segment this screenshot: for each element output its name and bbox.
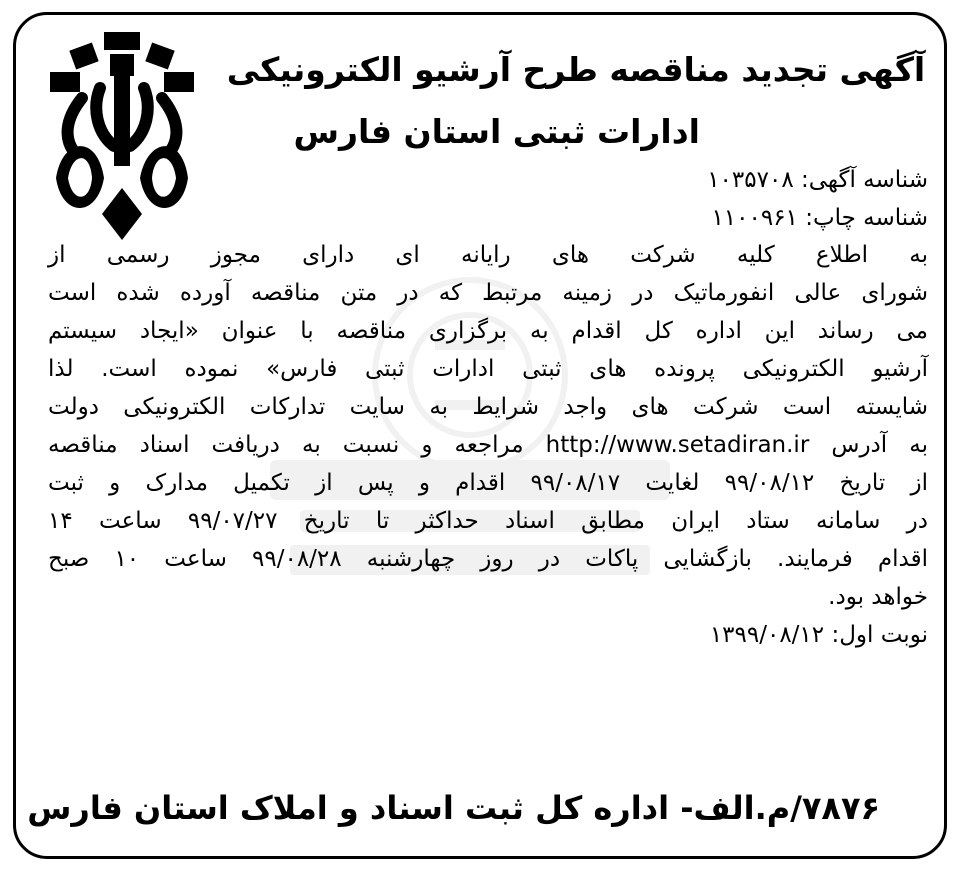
body-line: از تاریخ ۹۹/۰۸/۱۲ لغایت ۹۹/۰۸/۱۷ اقدام و پس از تکمیل مدارک و ثبت	[48, 470, 928, 496]
body-line: در سامانه ستاد ایران مطابق اسناد حداکثر تا تاریخ ۹۹/۰۷/۲۷ ساعت ۱۴	[48, 508, 928, 534]
body-line-website: به آدرس http://www.setadiran.ir مراجعه و نسبت به دریافت اسناد مناقصه	[48, 432, 928, 458]
notice-title-line-1: آگهی تجدید مناقصه طرح آرشیو الکترونیکی	[226, 50, 926, 89]
first-run-line: نوبت اول: ۱۳۹۹/۰۸/۱۲	[709, 622, 928, 648]
notice-footer: ۷۸۷۶/م.الف- اداره کل ثبت اسناد و املاک استان فارس	[27, 789, 880, 827]
notice-title-line-2: ادارات ثبتی استان فارس	[293, 112, 700, 151]
body-line: آرشیو الکترونیکی پرونده های ثبتی ادارات ثبتی فارس» نموده است. لذا	[48, 356, 928, 382]
body-line: شایسته است شرکت های واجد شرایط به سایت تدارکات الکترونیکی دولت	[48, 394, 928, 420]
emblem-logo-icon	[42, 28, 202, 243]
body-line: به اطلاع کلیه شرکت های رایانه ای دارای مجوز رسمی از	[48, 242, 928, 268]
body-line: شورای عالی انفورماتیک در زمینه مرتبط که در متن مناقصه آورده شده است	[48, 280, 928, 306]
print-id-line: شناسه چاپ: ۱۱۰۰۹۶۱	[711, 205, 928, 231]
body-line: اقدام فرمایند. بازگشایی پاکات در روز چهارشنبه ۹۹/۰۸/۲۸ ساعت ۱۰ صبح	[48, 546, 928, 572]
body-line: می رساند این اداره کل اقدام به برگزاری مناقصه با عنوان «ایجاد سیستم	[48, 318, 928, 344]
ad-id-line: شناسه آگهی: ۱۰۳۵۷۰۸	[707, 167, 928, 193]
body-line: خواهد بود.	[828, 584, 928, 610]
